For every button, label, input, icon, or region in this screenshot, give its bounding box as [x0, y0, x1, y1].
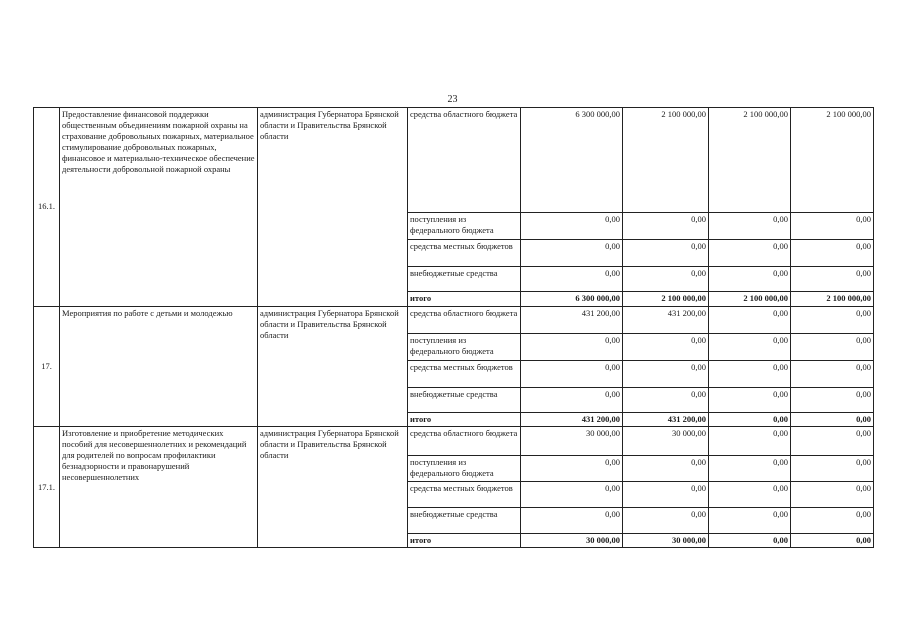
amount-cell: 0,00: [623, 213, 709, 240]
amount-cell: 2 100 000,00: [791, 108, 874, 213]
amount-cell: 0,00: [709, 482, 791, 508]
amount-cell: 0,00: [521, 388, 623, 413]
funding-source: итого: [408, 292, 521, 307]
amount-cell: 431 200,00: [623, 413, 709, 427]
budget-table: [33, 107, 874, 548]
amount-cell: 431 200,00: [521, 413, 623, 427]
amount-cell: 0,00: [623, 456, 709, 482]
amount-cell: 0,00: [521, 361, 623, 388]
amount-cell: 0,00: [623, 388, 709, 413]
amount-cell: 0,00: [709, 427, 791, 456]
table-row: [34, 427, 874, 456]
funding-source: средства областного бюджета: [408, 307, 521, 334]
amount-cell: 0,00: [709, 240, 791, 267]
amount-cell: 0,00: [709, 508, 791, 534]
amount-cell: 2 100 000,00: [791, 292, 874, 307]
amount-cell: 6 300 000,00: [521, 292, 623, 307]
amount-cell: 0,00: [709, 388, 791, 413]
amount-cell: 0,00: [623, 482, 709, 508]
item-executor: администрация Губернатора Брянской области и Правительства Брянской области: [258, 108, 408, 307]
amount-cell: 0,00: [521, 240, 623, 267]
funding-source: средства областного бюджета: [408, 108, 521, 213]
amount-cell: 0,00: [791, 213, 874, 240]
amount-cell: 30 000,00: [521, 427, 623, 456]
item-number: 16.1.: [34, 108, 60, 307]
amount-cell: 0,00: [623, 240, 709, 267]
amount-cell: 0,00: [791, 267, 874, 292]
amount-cell: 2 100 000,00: [709, 108, 791, 213]
table-row: [34, 108, 874, 213]
funding-source: средства областного бюджета: [408, 427, 521, 456]
funding-source: внебюджетные средства: [408, 388, 521, 413]
amount-cell: 0,00: [521, 508, 623, 534]
amount-cell: 0,00: [791, 534, 874, 548]
item-title: Предоставление финансовой поддержки общественным объединениям пожарной охраны на страхование добровольных пожарных, материальное стимулирование добровольных пожарных, финансовое и материально-техническое обеспечение деятельности добровольной пожарной охраны: [60, 108, 258, 307]
funding-source: поступления из федерального бюджета: [408, 213, 521, 240]
amount-cell: 6 300 000,00: [521, 108, 623, 213]
item-title: Мероприятия по работе с детьми и молодежью: [60, 307, 258, 427]
amount-cell: 0,00: [791, 508, 874, 534]
funding-source: средства местных бюджетов: [408, 361, 521, 388]
amount-cell: 0,00: [791, 361, 874, 388]
amount-cell: 0,00: [623, 334, 709, 361]
amount-cell: 0,00: [791, 456, 874, 482]
amount-cell: 0,00: [709, 307, 791, 334]
amount-cell: 0,00: [521, 456, 623, 482]
amount-cell: 0,00: [623, 361, 709, 388]
amount-cell: 0,00: [709, 534, 791, 548]
amount-cell: 2 100 000,00: [623, 108, 709, 213]
funding-source: поступления из федерального бюджета: [408, 334, 521, 361]
amount-cell: 0,00: [709, 413, 791, 427]
amount-cell: 30 000,00: [521, 534, 623, 548]
funding-source: итого: [408, 534, 521, 548]
amount-cell: 0,00: [623, 267, 709, 292]
amount-cell: 0,00: [709, 334, 791, 361]
amount-cell: 0,00: [521, 267, 623, 292]
amount-cell: 2 100 000,00: [709, 292, 791, 307]
item-executor: администрация Губернатора Брянской области и Правительства Брянской области: [258, 427, 408, 548]
amount-cell: 0,00: [521, 213, 623, 240]
amount-cell: 0,00: [521, 334, 623, 361]
funding-source: внебюджетные средства: [408, 267, 521, 292]
amount-cell: 2 100 000,00: [623, 292, 709, 307]
amount-cell: 0,00: [623, 508, 709, 534]
funding-source: поступления из федерального бюджета: [408, 456, 521, 482]
amount-cell: 0,00: [791, 413, 874, 427]
amount-cell: 0,00: [791, 388, 874, 413]
item-number: 17.1.: [34, 427, 60, 548]
amount-cell: 0,00: [791, 334, 874, 361]
funding-source: итого: [408, 413, 521, 427]
page-number: 23: [447, 94, 458, 105]
amount-cell: 30 000,00: [623, 534, 709, 548]
funding-source: внебюджетные средства: [408, 508, 521, 534]
amount-cell: 431 200,00: [521, 307, 623, 334]
amount-cell: 0,00: [709, 361, 791, 388]
amount-cell: 0,00: [791, 427, 874, 456]
item-executor: администрация Губернатора Брянской области и Правительства Брянской области: [258, 307, 408, 427]
amount-cell: 30 000,00: [623, 427, 709, 456]
item-title: Изготовление и приобретение методических пособий для несовершеннолетних и рекомендаций для родителей по вопросам профилактики безнадзорности и правонарушений несовершеннолетних: [60, 427, 258, 548]
amount-cell: 431 200,00: [623, 307, 709, 334]
amount-cell: 0,00: [791, 240, 874, 267]
amount-cell: 0,00: [709, 213, 791, 240]
funding-source: средства местных бюджетов: [408, 482, 521, 508]
amount-cell: 0,00: [791, 307, 874, 334]
item-number: 17.: [34, 307, 60, 427]
amount-cell: 0,00: [709, 267, 791, 292]
table-row: [34, 307, 874, 334]
funding-source: средства местных бюджетов: [408, 240, 521, 267]
amount-cell: 0,00: [521, 482, 623, 508]
amount-cell: 0,00: [791, 482, 874, 508]
amount-cell: 0,00: [709, 456, 791, 482]
